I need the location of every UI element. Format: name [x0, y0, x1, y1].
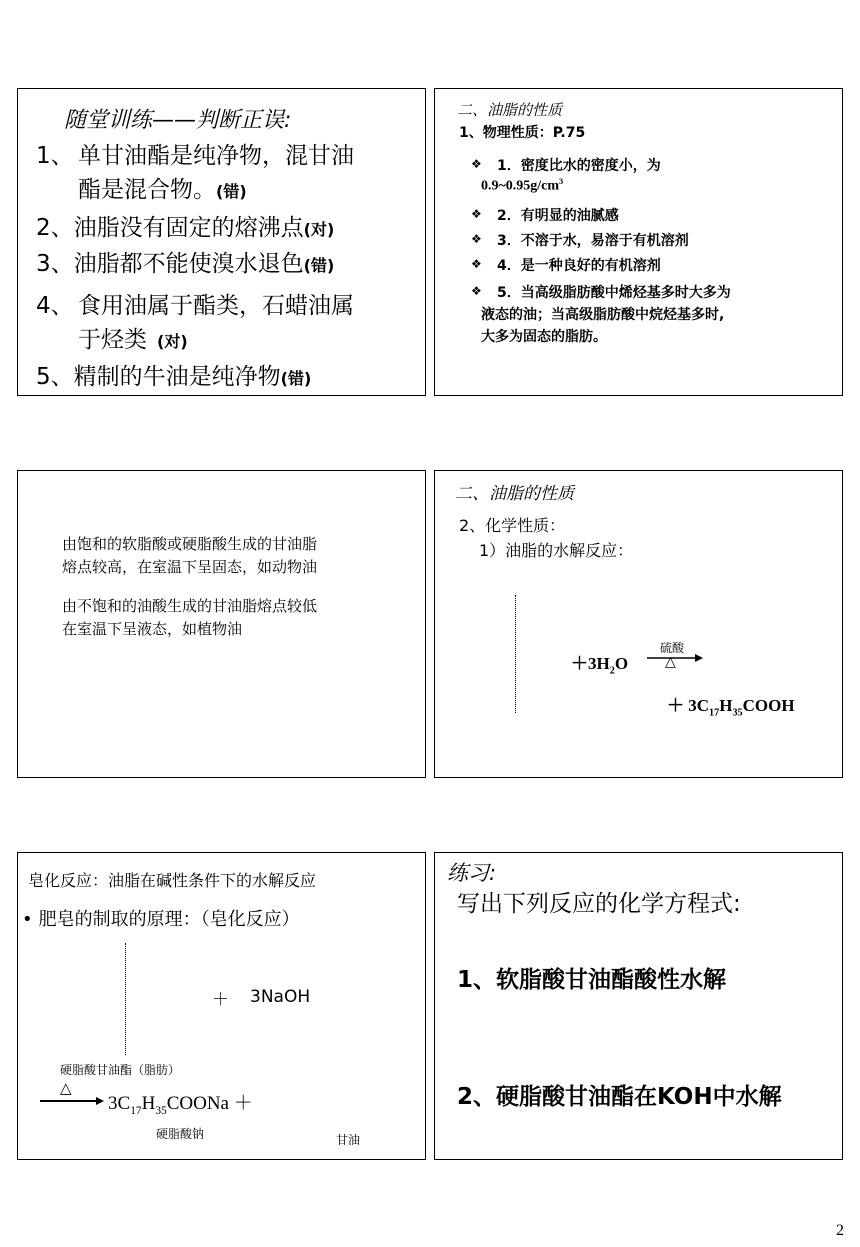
slide2-point-2: 2．有明显的油腻感 [497, 208, 619, 224]
heat-icon: △ [60, 1079, 72, 1097]
structure-placeholder-line [515, 595, 516, 713]
slide5-bullet-line: • 肥皂的制取的原理：（皂化反应） [22, 909, 300, 930]
slide4-heading: 二、油脂的性质 [455, 484, 574, 504]
slide4-subheading-2: 1）油脂的水解反应： [479, 541, 634, 560]
slide6-question-1: 1、软脂酸甘油酯酸性水解 [457, 967, 727, 993]
reaction-arrow-icon [40, 1096, 104, 1106]
slide-physical-properties [434, 88, 843, 396]
slide1-item-4-line2: 于烃类 (对) [78, 327, 188, 353]
diamond-bullet-icon: ❖ [471, 207, 482, 221]
diamond-bullet-icon: ❖ [471, 157, 482, 171]
slide2-subheading: 1、物理性质：P.75 [459, 125, 586, 141]
slide2-point-4: 4．是一种良好的有机溶剂 [497, 258, 661, 274]
slide3-line-1: 由饱和的软脂酸或硬脂酸生成的甘油脂 [62, 535, 318, 553]
slide1-item-4-mark: (对) [157, 332, 188, 351]
slide5-line-1: 皂化反应：油脂在碱性条件下的水解反应 [28, 871, 317, 890]
slide1-item-5: 5、精制的牛油是纯净物(错) [36, 364, 312, 390]
slide1-item-1-mark: (错) [216, 182, 247, 201]
fatty-acid-product: ＋ $3C_{17}H_{35}COOH$ [667, 696, 795, 719]
glycerol-label: 甘油 [336, 1133, 361, 1147]
slide2-point-1b: $0.9\sim 0.95g/cm^3$ [481, 177, 564, 194]
slide2-point-5c: 大多为固态的脂肪。 [481, 329, 607, 345]
slide1-title: 随堂训练——判断正误: [64, 108, 292, 133]
slide6-heading: 练习: [447, 861, 497, 885]
soap-label: 硬脂酸钠 [156, 1127, 205, 1141]
slide1-item-4-line1: 食用油属于酯类，石蜡油属 [78, 293, 354, 319]
slide2-point-5b: 液态的油；当高级脂肪酸中烷烃基多时, [481, 307, 725, 323]
slide-practice [434, 852, 843, 1160]
slide1-item-1-num: 1、 [36, 143, 74, 169]
catalyst-label: 硫酸 [660, 641, 685, 655]
plus-sign: ＋ [212, 990, 229, 1010]
naoh-reagent: 3NaOH [250, 987, 311, 1007]
slide1-item-2: 2、油脂没有固定的熔沸点(对) [36, 215, 335, 241]
heat-icon: △ [665, 654, 676, 670]
slide-chemical-properties [434, 470, 843, 778]
soap-product: $3C_{17}H_{35}COONa$ ＋ [108, 1093, 253, 1117]
slide-judge-exercise [17, 88, 426, 396]
water-reagent: $+3H_2O$ [571, 654, 629, 677]
slide2-point-3: 3．不溶于水，易溶于有机溶剂 [497, 233, 689, 249]
slide3-line-3: 由不饱和的油酸生成的甘油脂熔点较低 [62, 597, 318, 615]
slide1-item-3: 3、油脂都不能使溴水退色(错) [36, 251, 335, 277]
reaction-arrow-icon [647, 653, 703, 663]
diamond-bullet-icon: ❖ [471, 232, 482, 246]
page-number: 2 [836, 1222, 844, 1239]
slide1-item-4-num: 4、 [36, 293, 74, 319]
diamond-bullet-icon: ❖ [471, 257, 482, 271]
slide2-point-5a: 5．当高级脂肪酸中烯烃基多时大多为 [497, 285, 731, 301]
slide1-item-5-mark: (错) [280, 369, 312, 388]
slide2-point-1a: 1．密度比水的密度小，为 [497, 158, 661, 174]
slide1-item-1-line1: 单甘油酯是纯净物，混甘油 [78, 143, 354, 169]
slide-saponification [17, 852, 426, 1160]
diamond-bullet-icon: ❖ [471, 284, 482, 298]
slide2-heading: 二、油脂的性质 [457, 101, 563, 119]
slide4-subheading-1: 2、化学性质： [459, 516, 566, 535]
slide3-line-2: 熔点较高，在室温下呈固态，如动物油 [62, 558, 318, 576]
structure-placeholder-line [125, 943, 126, 1055]
slide1-item-1-line2: 酯是混合物。(错) [78, 177, 247, 203]
slide6-instruction: 写出下列反应的化学方程式: [457, 891, 741, 917]
fat-label: 硬脂酸甘油酯（脂肪） [60, 1063, 181, 1077]
slide1-item-2-mark: (对) [303, 220, 335, 239]
bullet-dot-icon: • [22, 909, 33, 930]
slide1-item-3-mark: (错) [303, 256, 335, 275]
slide3-line-4: 在室温下呈液态，如植物油 [62, 620, 243, 638]
slide6-question-2: 2、硬脂酸甘油酯在KOH中水解 [457, 1084, 782, 1110]
slide-saturated-fats [17, 470, 426, 778]
